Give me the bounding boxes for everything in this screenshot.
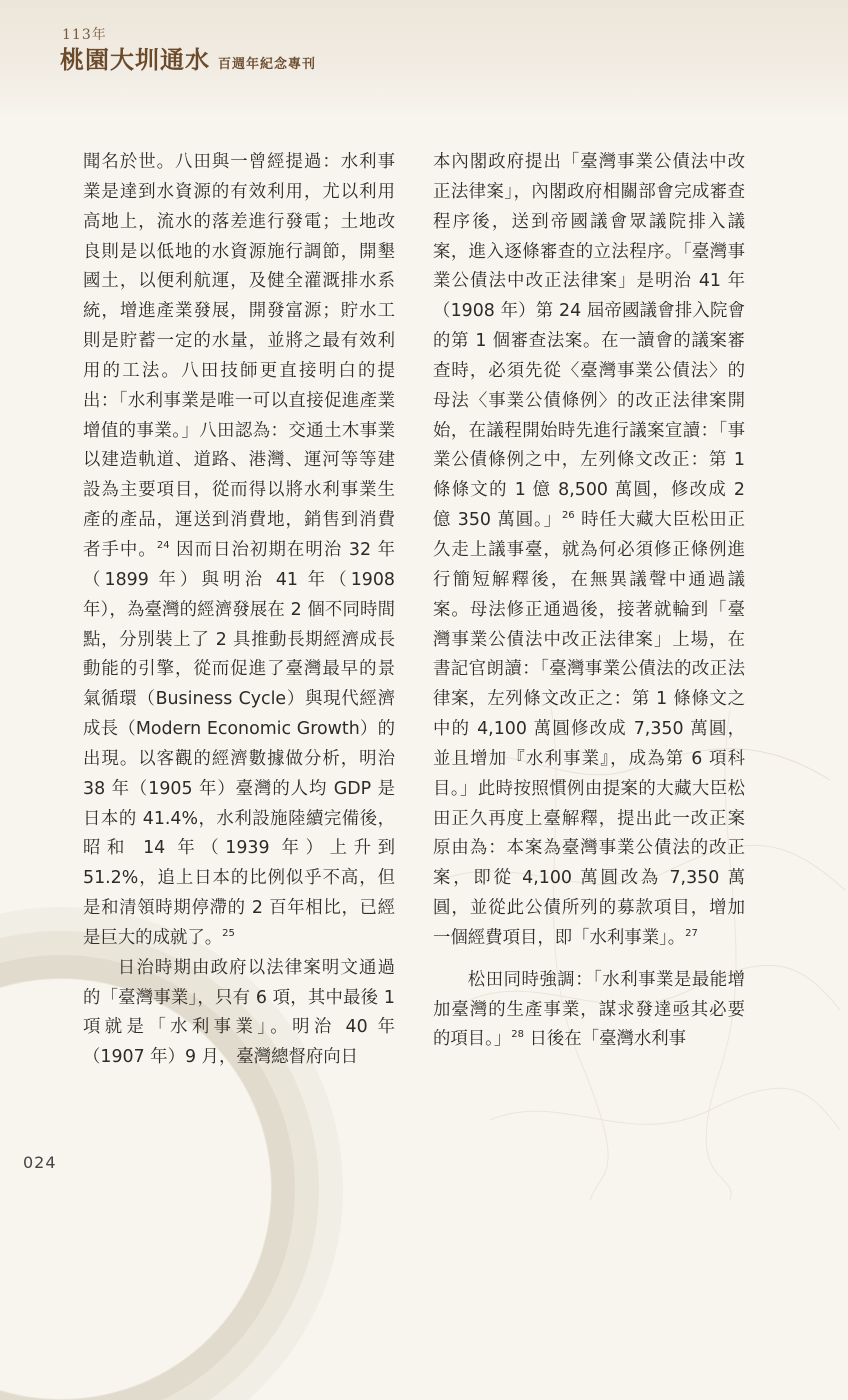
header-title: 桃園大圳通水 <box>60 45 210 74</box>
footnote-ref-27: 27 <box>685 928 698 940</box>
footnote-ref-26: 26 <box>561 510 575 522</box>
left-text-column <box>83 148 395 1073</box>
right-paragraph-2: 松田同時強調：「水利事業是最能增加臺灣的生產事業，謀求發達亟其必要的項目。」$^{28}$ 日後在「臺灣水利事 <box>433 969 745 1050</box>
left-paragraph-2: 日治時期由政府以法律案明文通過的「臺灣事業」，只有 6 項，其中最後 1 項就是「水利事業」。明治 40 年（1907 年）9 月，臺灣總督府向日 <box>83 957 395 1068</box>
right-text-column <box>433 148 745 1055</box>
header-subtitle: 百週年紀念專刊 <box>218 57 317 72</box>
page-number: 024 <box>23 1153 57 1172</box>
right-paragraph-1: 本內閣政府提出「臺灣事業公債法中改正法律案」，內閣政府相關部會完成審查程序後，送到帝國議會眾議院排入議案，進入逐條審查的立法程序。「臺灣事業公債法中改正法律案」是明治 41 年（1908 年）第 24 屆帝國議會排入院會的第 1 個審查法案。在一讀會的議案審查時，必須先從〈臺灣事業公債法〉的母法〈事業公債條例〉的改正法律案開始，在議程開始時先進行議案宣讀：「事業公債條例之中，左列條文改正：第 1 條條文的 1 億 8,500 萬圓，修改成 2 億 350 萬圓。」$^{26}$ 時任大藏大臣松田正久走上議事臺，就為何必須修正條例進行簡短解釋後，在無異議聲中通過議案。母法修正通過後，接著就輪到「臺灣事業公債法中改正法律案」上場，在書記官朗讀：「臺灣事業公債法的改正法律案，左列條文改正之：第 1 條條文之中的 4,100 萬圓修改成 7,350 萬圓，並且增加『水利事業』，成為第 6 項科目。」此時按照慣例由提案的大藏大臣松田正久再度上臺解釋，提出此一改正案原由為：本案為臺灣事業公債法的改正案，即從 4,100 萬圓改為 7,350 萬圓，並從此公債所列的募款項目，增加一個經費項目，即「水利事業」。$^{27}$ <box>433 152 745 948</box>
publication-header <box>60 24 316 74</box>
header-year: 113年 <box>62 27 107 43</box>
left-paragraph-1: 聞名於世。八田與一曾經提過：水利事業是達到水資源的有效利用，尤以利用高地上，流水的落差進行發電；土地改良則是以低地的水資源施行調節，開墾國土，以便利航運，及健全灌溉排水系統，增進產業發展，開發富源；貯水工則是貯蓄一定的水量，並將之最有效利用的工法。八田技師更直接明白的提出：「水利事業是唯一可以直接促進產業增值的事業。」八田認為：交通土木事業以建造軌道、道路、港灣、運河等等建設為主要項目，從而得以將水利事業生產的產品，運送到消費地，銷售到消費者手中。$^{24}$ 因而日治初期在明治 32 年（1899 年）與明治 41 年（1908 年），為臺灣的經濟發展在 2 個不同時間點，分別裝上了 2 具推動長期經濟成長動能的引擎，從而促進了臺灣最早的景氣循環（Business Cycle）與現代經濟成長（Modern Economic Growth）的出現。以客觀的經濟數據做分析，明治 38 年（1905 年）臺灣的人均 GDP 是日本的 41.4%，水利設施陸續完備後，昭和 14 年（1939 年）上升到 51.2%，追上日本的比例似乎不高，但是和清領時期停滯的 2 百年相比，已經是巨大的成就了。$^{25}$ <box>83 152 395 948</box>
footnote-ref-25: 25 <box>222 928 235 940</box>
footnote-ref-24: 24 <box>156 540 170 552</box>
footnote-ref-28: 28 <box>511 1029 524 1041</box>
